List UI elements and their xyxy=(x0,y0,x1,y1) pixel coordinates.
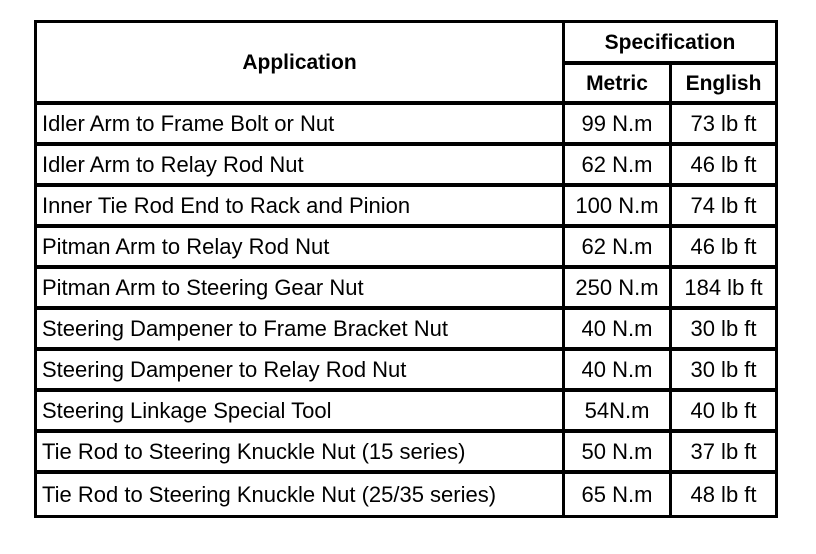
table-row xyxy=(37,228,775,269)
english-value-cell: 46 lb ft xyxy=(672,228,775,269)
english-value-cell: 48 lb ft xyxy=(690,481,757,507)
application-cell: Steering Dampener to Frame Bracket Nut xyxy=(37,310,565,351)
fastener-specification-table xyxy=(34,20,778,518)
table-row xyxy=(37,105,775,146)
metric-value-cell: 65 N.m xyxy=(565,474,672,515)
table-row xyxy=(37,474,775,515)
metric-value-cell: 54N.m xyxy=(565,392,672,433)
application-cell: Steering Dampener to Relay Rod Nut xyxy=(37,351,565,392)
application-cell: Inner Tie Rod End to Rack and Pinion xyxy=(37,187,565,228)
application-cell: Pitman Arm to Steering Gear Nut xyxy=(37,269,565,310)
application-cell: Tie Rod to Steering Knuckle Nut (25/35 series) xyxy=(37,474,565,515)
application-cell: Steering Linkage Special Tool xyxy=(37,392,565,433)
metric-value-cell: 62 N.m xyxy=(565,228,672,269)
header-specification: Specification xyxy=(565,23,775,65)
table-row xyxy=(37,310,775,351)
header-metric: Metric xyxy=(565,65,672,105)
english-value-cell: 74 lb ft xyxy=(672,187,775,228)
header-row-top xyxy=(37,23,775,65)
english-value-cell: 37 lb ft xyxy=(672,433,775,474)
table-row xyxy=(37,146,775,187)
metric-value-cell: 100 N.m xyxy=(565,187,672,228)
application-cell: Idler Arm to Frame Bolt or Nut xyxy=(37,105,565,146)
english-value-cell: 30 lb ft xyxy=(672,351,775,392)
header-english: English xyxy=(672,65,775,105)
metric-value-cell: 99 N.m xyxy=(565,105,672,146)
metric-value-cell: 50 N.m xyxy=(565,433,672,474)
table-row xyxy=(37,433,775,474)
application-cell: Pitman Arm to Relay Rod Nut xyxy=(37,228,565,269)
header-application: Application xyxy=(37,23,565,105)
metric-value-cell: 250 N.m xyxy=(565,269,672,310)
metric-value-cell: 62 N.m xyxy=(565,146,672,187)
table-row xyxy=(37,351,775,392)
english-value-cell: 184 lb ft xyxy=(672,269,775,310)
table-row xyxy=(37,392,775,433)
metric-value-cell: 40 N.m xyxy=(565,310,672,351)
metric-value-cell: 40 N.m xyxy=(565,351,672,392)
application-cell: Tie Rod to Steering Knuckle Nut (15 series) xyxy=(37,433,565,474)
english-value-cell: 30 lb ft xyxy=(672,310,775,351)
english-value-cell: 46 lb ft xyxy=(672,146,775,187)
application-cell: Idler Arm to Relay Rod Nut xyxy=(37,146,565,187)
english-value-cell: 40 lb ft xyxy=(672,392,775,433)
table-row xyxy=(37,187,775,228)
table-row xyxy=(37,269,775,310)
english-value-cell: 73 lb ft xyxy=(672,105,775,146)
